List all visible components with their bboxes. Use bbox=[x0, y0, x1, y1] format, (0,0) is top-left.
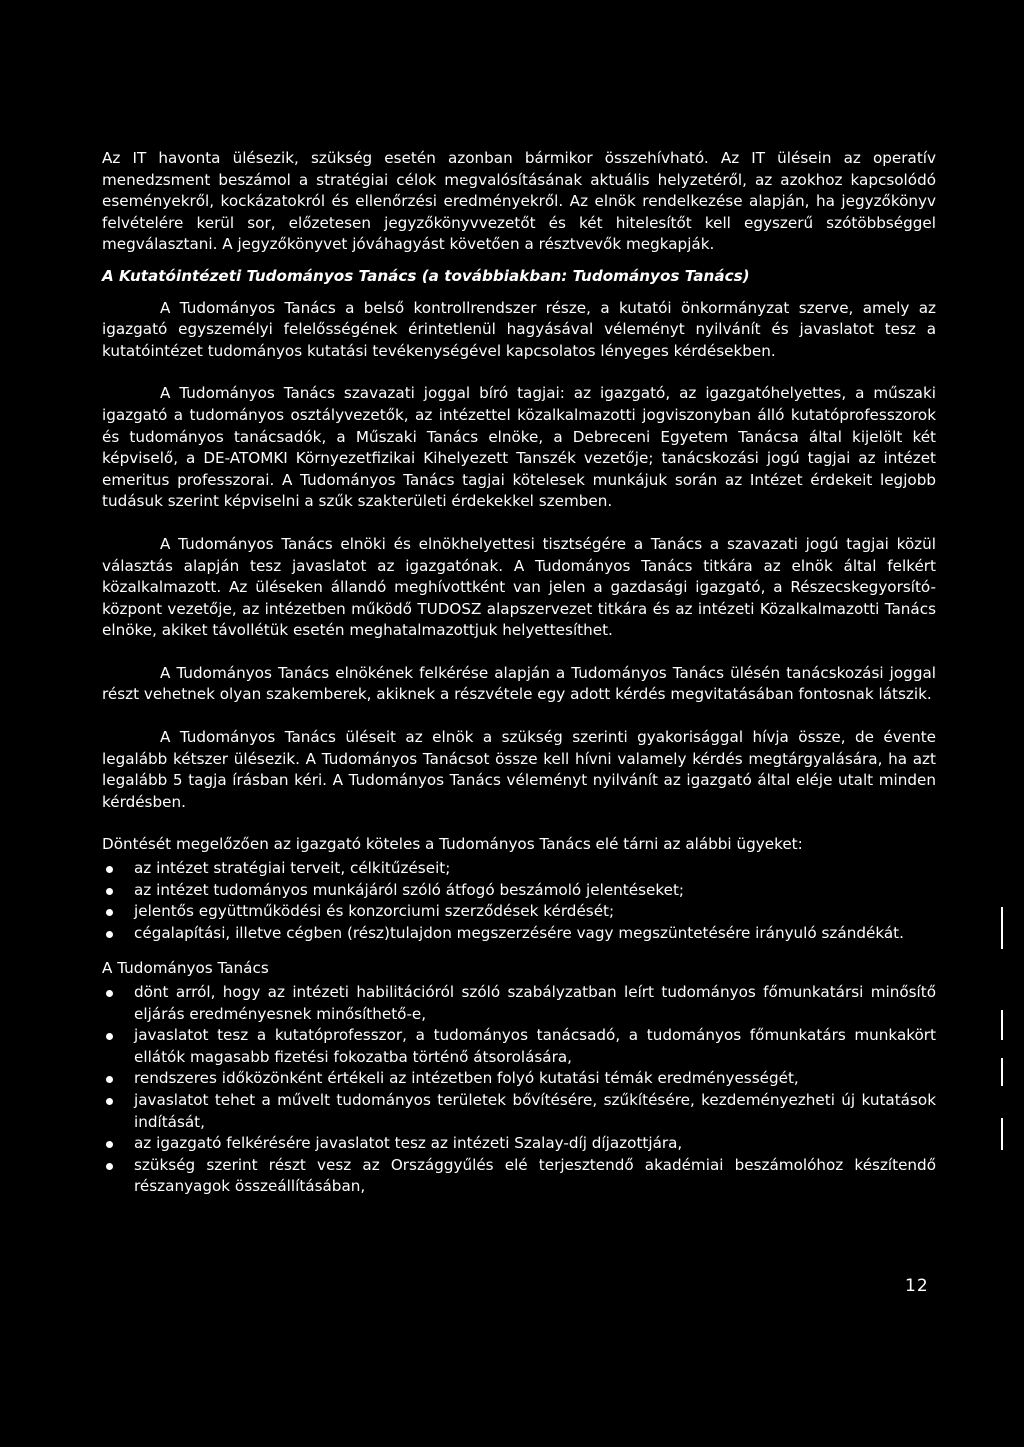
list-item-text: az igazgató felkérésére javaslatot tesz az intézeti Szalay-díj díjazottjára, bbox=[134, 1134, 683, 1153]
list-item-text: az intézet stratégiai terveit, célkitűzéseit; bbox=[134, 859, 451, 878]
list-item bbox=[102, 858, 936, 880]
revision-bar bbox=[1001, 1058, 1003, 1086]
list-item bbox=[102, 923, 936, 945]
list-item bbox=[102, 1133, 936, 1155]
list-item-text: javaslatot tesz a kutatóprofesszor, a tudományos tanácsadó, a tudományos főmunkatárs munkakört ellátók magasabb fizetési fokozatba történő átsorolására, bbox=[134, 1026, 936, 1066]
bullet-icon bbox=[106, 990, 113, 997]
bullet-icon bbox=[106, 1163, 113, 1170]
bullet-icon bbox=[106, 1098, 113, 1105]
decision-list bbox=[102, 858, 936, 944]
list-item bbox=[102, 1090, 936, 1133]
revision-bar bbox=[1001, 1118, 1003, 1150]
bullet-icon bbox=[106, 909, 113, 916]
paragraph: A Tudományos Tanács elnökének felkérése alapján a Tudományos Tanács ülésén tanácskozási joggal részt vehetnek olyan szakemberek, akiknek a részvétele egy adott kérdés megvitatásában fontosnak látszik. bbox=[102, 663, 936, 704]
paragraph: A Tudományos Tanács szavazati joggal bíró tagjai: az igazgató, az igazgatóhelyettes, a műszaki igazgató a tudományos osztályvezetők, az intézettel közalkalmazotti jogviszonyban álló kutatóprofesszorok és tudományos tanácsadók, a Műszaki Tanács elnöke, a Debreceni Egyetem Tanácsa által kijelölt két képviselő, a DE-ATOMKI Környezetfizikai Kihelyezett Tanszék vezetője; tanácskozási jogú tagjai az intézet emeritus professzorai. A Tudományos Tanács tagjai kötelesek munkájuk során az Intézet érdekeit legjobb tudásuk szerint képviselni a szűk szakterületi érdekekkel szemben. bbox=[102, 384, 936, 511]
list-item bbox=[102, 901, 936, 923]
list-item bbox=[102, 1025, 936, 1068]
bullet-icon bbox=[106, 866, 113, 873]
revision-bar bbox=[1001, 907, 1003, 949]
page-number: 12 bbox=[905, 1276, 929, 1296]
list-item bbox=[102, 880, 936, 902]
bullet-icon bbox=[106, 1141, 113, 1148]
list-item bbox=[102, 1068, 936, 1090]
list-item-text: cégalapítási, illetve cégben (rész)tulajdon megszerzésére vagy megszüntetésére irányuló szándékát. bbox=[134, 923, 904, 942]
section-heading: A Kutatóintézeti Tudományos Tanács (a továbbiakban: Tudományos Tanács) bbox=[102, 266, 750, 285]
list-item-text: dönt arról, hogy az intézeti habilitációról szóló szabályzatban leírt tudományos főmunkatársi minősítő eljárás eredményesnek minősíthető-e, bbox=[134, 983, 936, 1023]
intro-paragraph: Az IT havonta ülésezik, szükség esetén azonban bármikor összehívható. Az IT ülésein az operatív menedzsment beszámol a stratégiai célok megvalósításának aktuális helyzetéről, az azokhoz kapcsolódó eseményekről, kockázatokról és ellenőrzési eredményekről. Az elnök rendelkezése alapján, ha jegyzőkönyv felvételére kerül sor, előzetesen jegyzőkönyvvezetőt és két hitelesítőt kell egyszerű szótöbbséggel megválasztani. A jegyzőkönyvet jóváhagyást követően a résztvevők megkapják. bbox=[102, 149, 936, 254]
council-list bbox=[102, 982, 936, 1198]
bullet-icon bbox=[106, 888, 113, 895]
list-item-text: jelentős együttműködési és konzorciumi szerződések kérdését; bbox=[134, 902, 615, 921]
document-page bbox=[102, 148, 936, 1212]
list-item-text: rendszeres időközönként értékeli az intézetben folyó kutatási témák eredményességét, bbox=[134, 1069, 799, 1088]
list-item bbox=[102, 1155, 936, 1198]
revision-bar bbox=[1001, 1010, 1003, 1040]
council-intro: A Tudományos Tanács bbox=[102, 959, 269, 978]
decision-intro: Döntését megelőzően az igazgató köteles a Tudományos Tanács elé tárni az alábbi ügyeket: bbox=[102, 835, 803, 854]
list-item bbox=[102, 982, 936, 1025]
paragraph: A Tudományos Tanács üléseit az elnök a szükség szerinti gyakorisággal hívja össze, de évente legalább kétszer ülésezik. A Tudományos Tanácsot össze kell hívni valamely kérdés megtárgyalására, ha azt legalább 5 tagja írásban kéri. A Tudományos Tanács véleményt nyilvánít az igazgató által eléje utalt minden kérdésben. bbox=[102, 728, 936, 811]
list-item-text: szükség szerint részt vesz az Országgyűlés elé terjesztendő akadémiai beszámolóhoz készítendő részanyagok összeállításában, bbox=[134, 1155, 936, 1196]
list-item-text: az intézet tudományos munkájáról szóló átfogó beszámoló jelentéseket; bbox=[134, 880, 685, 899]
paragraph: A Tudományos Tanács elnöki és elnökhelyettesi tisztségére a Tanács a szavazati jogú tagjai közül választás alapján tesz javaslatot az igazgatónak. A Tudományos Tanács titkára az elnök által felkért közalkalmazott. Az üléseken állandó meghívottként van jelen a gazdasági igazgató, a Részecskegyorsító-központ vezetője, az intézetben működő TUDOSZ alapszervezet titkára és az intézeti Közalkalmazotti Tanács elnöke, akiket távollétük esetén meghatalmazottjuk helyettesíthet. bbox=[102, 534, 936, 640]
list-item-text: javaslatot tehet a művelt tudományos területek bővítésére, szűkítésére, kezdeményezheti új kutatások indítását, bbox=[134, 1090, 936, 1131]
bullet-icon bbox=[106, 931, 113, 938]
bullet-icon bbox=[106, 1033, 113, 1040]
paragraph: A Tudományos Tanács a belső kontrollrendszer része, a kutatói önkormányzat szerve, amely az igazgató egyszemélyi felelősségének érintetlenül hagyásával véleményt nyilvánít és javaslatot tesz a kutatóintézet tudományos kutatási tevékenységével kapcsolatos lényeges kérdésekben. bbox=[102, 298, 936, 360]
bullet-icon bbox=[106, 1076, 113, 1083]
